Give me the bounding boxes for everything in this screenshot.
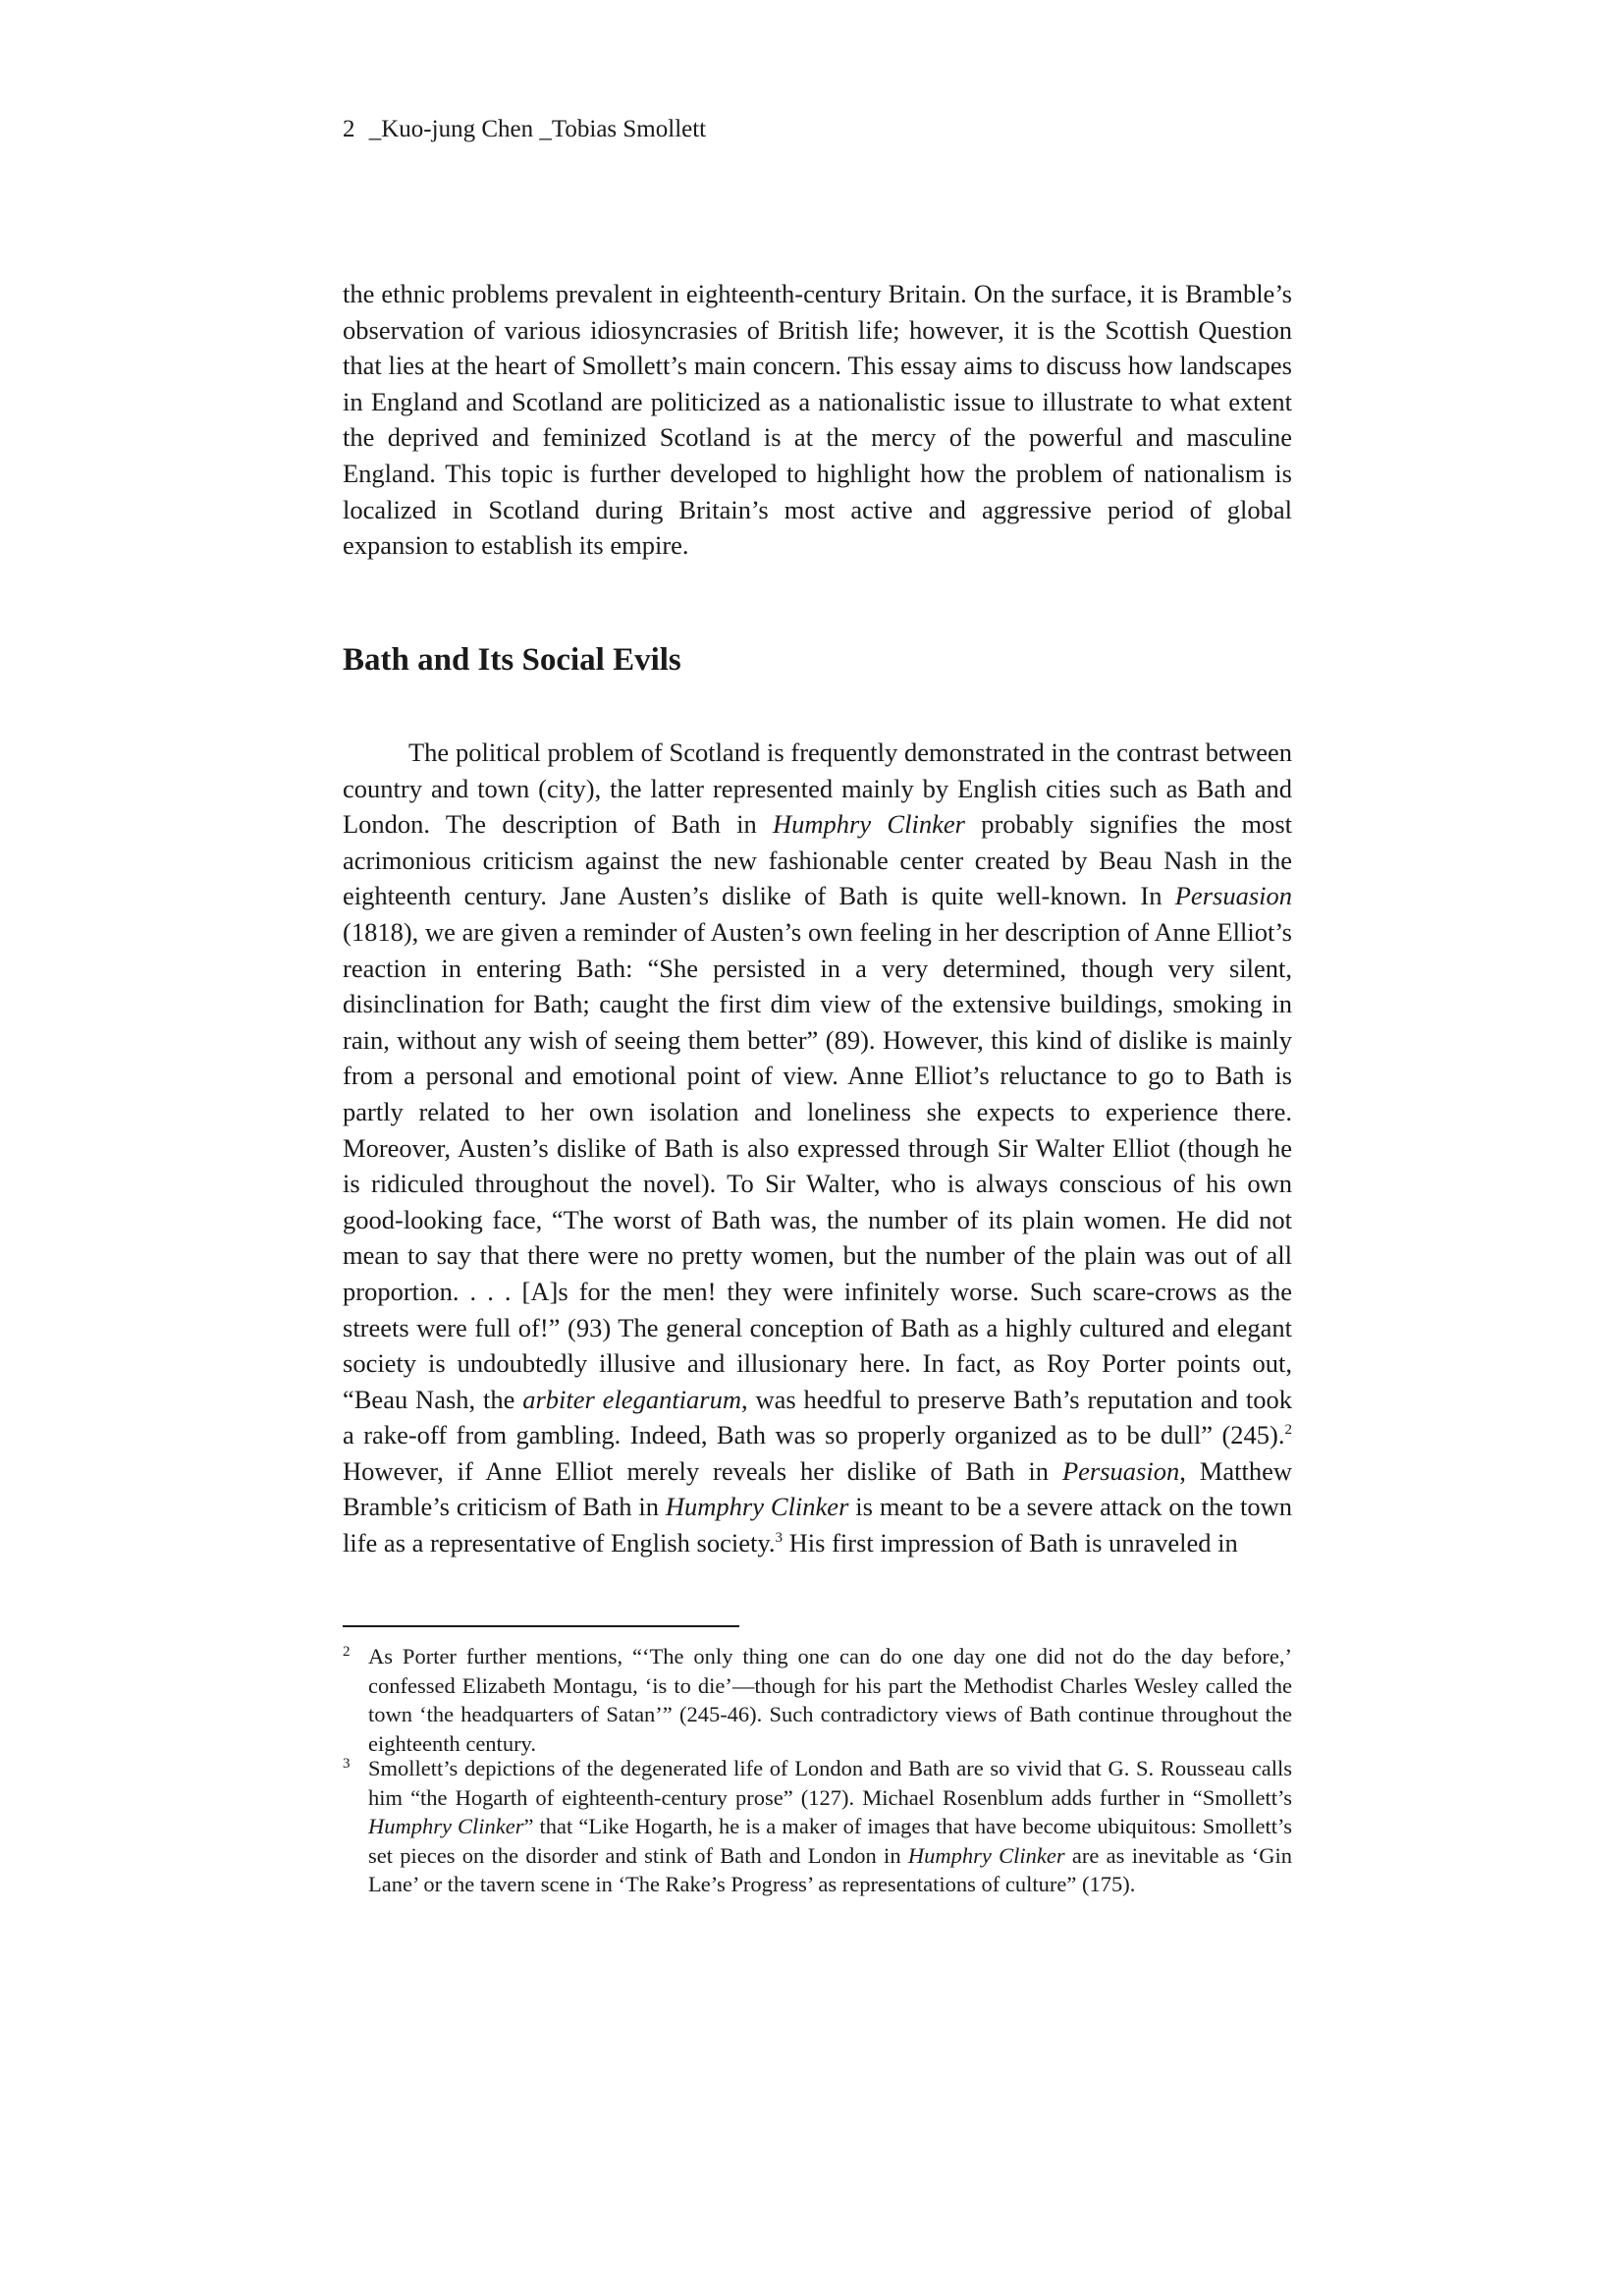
text-run: , was heedful to preserve Bath’s reputation and took a rake-off from gambling. Indeed, Bath was so properly organized as to be dull” (245). xyxy=(343,1384,1292,1450)
footnote-divider xyxy=(343,1625,739,1627)
text-run: is meant to be a severe attack on the town life as a representative of English society. xyxy=(343,1492,1293,1558)
footnote-ref-3[interactable]: 3 xyxy=(775,1530,784,1547)
footnote-text: ” that “Like Hogarth, he is a maker of images that have become ubiquitous: Smollett’s set pieces on the disorder and stink of Bath and London in xyxy=(368,1814,1293,1868)
text-run: probably signifies the most acrimonious criticism against the new fashionable center created by Beau Nash in the eighteenth century. Jane Austen’s dislike of Bath is quite well-known. In xyxy=(343,809,1292,911)
section-heading: Bath and Its Social Evils xyxy=(343,642,681,678)
text-run: , Matthew Bramble’s criticism of Bath in xyxy=(343,1455,1293,1522)
footnote-text: Smollett’s depictions of the degenerated life of London and Bath are so vivid that G. S. Rousseau calls him “the Hogarth of eighteenth-century prose” (127). Michael Rosenblum adds further in “Smollett’s xyxy=(368,1756,1292,1810)
intro-paragraph: the ethnic problems prevalent in eighteenth-century Britain. On the surface, it is Bramble’s observation of various idiosyncrasies of British life; however, it is the Scottish Question that lies at the heart of Smollett’s main concern. This essay aims to discuss how landscapes in England and Scotland are politicized as a nationalistic issue to illustrate to what extent the deprived and feminized Scotland is at the mercy of the powerful and masculine England. This topic is further developed to highlight how the problem of nationalism is localized in Scotland during Britain’s most active and aggressive period of global expansion to establish its empire. xyxy=(343,279,1292,561)
footnote-3: 3 Smollett’s depictions of the degenerated life of London and Bath are so vivid that G. S. Rousseau calls him “the Hogarth of eighteenth-century prose” (127). Michael Rosenblum adds further in “Smollett’s Humphry Clinker” that “Like Hogarth, he is a maker of images that have become ubiquitous: Smollett’s set pieces on the disorder and stink of Bath and London in Humphry Clinker are as inevitable as ‘Gin Lane’ or the tavern scene in ‘The Rake’s Progress’ as representations of culture” (175). xyxy=(343,1756,1293,1896)
text-run: His first impression of Bath is unraveled in xyxy=(783,1528,1238,1558)
page-number: 2 xyxy=(343,116,355,142)
italic-title: Humphry Clinker xyxy=(368,1814,524,1838)
text-run: (1818), we are given a reminder of Austen’s own feeling in her description of Anne Elliot’s reaction in entering Bath: “She persisted in a very determined, though very silent, disinclination for Bath; caught the first dim view of the extensive buildings, smoking in rain, without any wish of seeing them better” (89). However, this kind of dislike is mainly from a personal and emotional point of view. Anne Elliot’s reluctance to go to Bath is partly related to her own isolation and loneliness she expects to experience there. Moreover, Austen’s dislike of Bath is also expressed through Sir Walter Elliot (though he is ridiculed throughout the novel). To Sir Walter, who is always conscious of his own good-looking face, “The worst of Bath was, the number of its plain women. He did not mean to say that there were no pretty women, but the number of the plain was out of all proportion. . . . [A]s for the men! they were infinitely worse. Such scare-crows as the streets were full of!” (93) The general conception of Bath as a highly cultured and elegant society is undoubtedly illusive and illusionary here. In fact, as Roy Porter points out, “Beau Nash, the xyxy=(343,916,1292,1414)
italic-title: Humphry Clinker xyxy=(773,809,965,840)
running-head xyxy=(343,114,706,145)
italic-title: Humphry Clinker xyxy=(907,1842,1065,1868)
footnote-2: 2 As Porter further mentions, “‘The only thing one can do one day one did not do the day before,’ confessed Elizabeth Montagu, ‘is to die’—though for his part the Methodist Charles Wesley called the town ‘the headquarters of Satan’” (245-46). Such contradictory views of Bath continue throughout the eighteenth century. xyxy=(343,1644,1292,1756)
italic-title: Humphry Clinker xyxy=(665,1492,849,1522)
running-head-title: _Kuo-jung Chen _Tobias Smollett xyxy=(368,116,707,142)
footnote-text: are as inevitable as ‘Gin Lane’ or the tavern scene in ‘The Rake’s Progress’ as representations of culture” (175). xyxy=(368,1842,1292,1896)
text-run: However, if Anne Elliot merely reveals her dislike of Bath in xyxy=(343,1455,1062,1486)
italic-title: Persuasion xyxy=(1174,881,1292,911)
text-run: The political problem of Scotland is frequently demonstrated in the contrast between country and town (city), the latter represented mainly by English cities such as Bath and London. The description of Bath in xyxy=(343,738,1292,840)
italic-title: Persuasion xyxy=(1061,1455,1180,1486)
footnote-text: As Porter further mentions, “‘The only thing one can do one day one did not do the day before,’ confessed Elizabeth Montagu, ‘is to die’—though for his part the Methodist Charles Wesley called the town ‘the headquarters of Satan’” (245-46). Such contradictory views of Bath continue throughout the eighteenth century. xyxy=(368,1644,1292,1756)
section-paragraph xyxy=(343,735,1292,1561)
footnote-ref-2[interactable]: 2 xyxy=(1284,1422,1292,1439)
italic-phrase: arbiter elegantiarum xyxy=(522,1384,741,1414)
